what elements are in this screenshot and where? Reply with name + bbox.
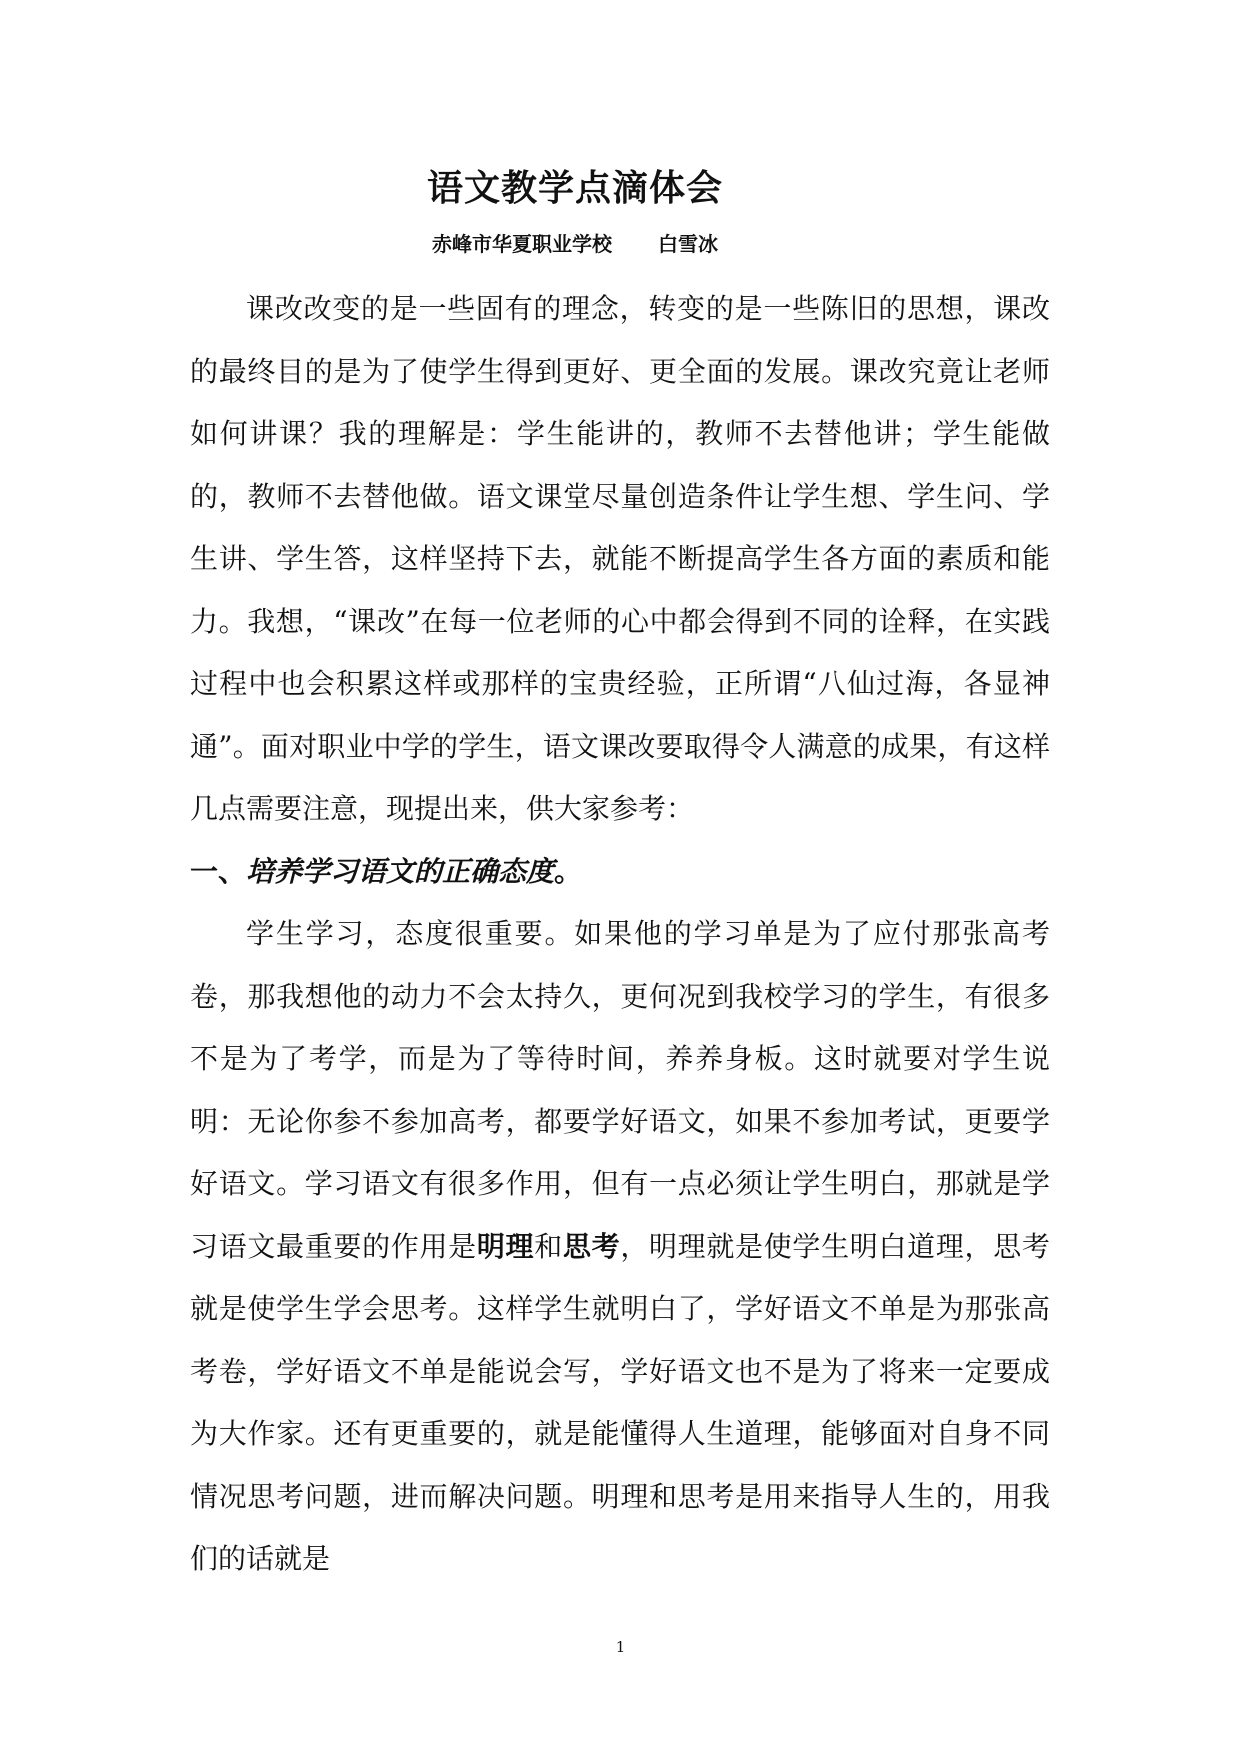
page-number: 1 bbox=[615, 1638, 626, 1656]
section-text-a: 学生学习，态度很重要。如果他的学习单是为了应付那张高考卷，那我想他的动力不会太持久，更何况到我校学习的学生，有很多不是为了考学，而是为了等待时间，养养身板。这时就要对学生说明：无论你参不参加高考，都要学好语文，如果不参加考试，更要学好语文。学习语文有很多作用，但有一点必须让学生明白，那就是学习语文最重要的作用是 bbox=[190, 917, 1050, 1263]
key-term-sikao: 思考 bbox=[562, 1229, 621, 1263]
author-school: 赤峰市华夏职业学校 bbox=[432, 232, 612, 256]
section-conj: 和 bbox=[534, 1229, 563, 1263]
document-body bbox=[190, 278, 1050, 1591]
section-paragraph bbox=[190, 903, 1050, 1591]
key-term-mingli: 明理 bbox=[476, 1229, 535, 1263]
section-heading-text: 培养学习语文的正确态度 bbox=[246, 854, 555, 888]
author-name: 白雪冰 bbox=[658, 232, 718, 256]
byline bbox=[0, 228, 1150, 257]
intro-paragraph: 课改改变的是一些固有的理念，转变的是一些陈旧的思想，课改的最终目的是为了使学生得到更好、更全面的发展。课改究竟让老师如何讲课？我的理解是：学生能讲的，教师不去替他讲；学生能做的，教师不去替他做。语文课堂尽量创造条件让学生想、学生问、学生讲、学生答，这样坚持下去，就能不断提高学生各方面的素质和能力。我想，“课改”在每一位老师的心中都会得到不同的诠释，在实践过程中也会积累这样或那样的宝贵经验，正所谓“八仙过海，各显神通”。面对职业中学的学生，语文课改要取得令人满意的成果，有这样几点需要注意，现提出来，供大家参考： bbox=[190, 292, 1050, 825]
section-heading-end: 。 bbox=[554, 854, 583, 888]
section-text-b: ，明理就是使学生明白道理，思考就是使学生学会思考。这样学生就明白了，学好语文不单是为那张高考卷，学好语文不单是能说会写，学好语文也不是为了将来一定要成为大作家。还有更重要的，就是能懂得人生道理，能够面对自身不同情况思考问题，进而解决问题。明理和思考是用来指导人生的，用我们的话就是 bbox=[190, 1229, 1050, 1575]
section-number: 一、 bbox=[190, 854, 247, 888]
section-heading bbox=[190, 841, 1050, 904]
document-title: 语文教学点滴体会 bbox=[426, 167, 723, 209]
